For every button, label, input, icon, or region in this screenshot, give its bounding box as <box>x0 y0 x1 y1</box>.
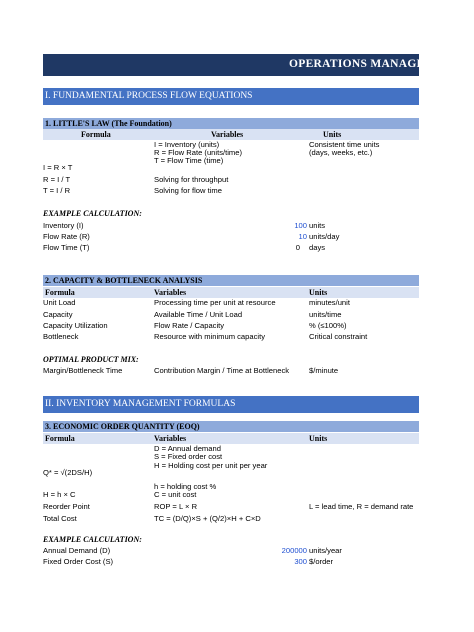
var-inventory: I = Inventory (units) <box>154 140 220 149</box>
capacity-formula: Capacity <box>43 310 73 319</box>
eoq-table-header <box>43 433 419 444</box>
desc-t: Solving for flow time <box>154 186 222 195</box>
col-variables: Variables <box>211 130 244 139</box>
var-flow-rate: R = Flow Rate (units/time) <box>154 148 242 157</box>
col-units: Units <box>323 130 342 139</box>
col-units: Units <box>309 434 328 443</box>
capacity-table-header <box>43 287 419 298</box>
col-formula: Formula <box>81 130 111 139</box>
units-note-1: Consistent time units <box>309 140 380 149</box>
example-label: Fixed Order Cost (S) <box>43 557 114 566</box>
col-formula: Formula <box>45 434 75 443</box>
example-label: Annual Demand (D) <box>43 546 111 555</box>
example-value[interactable]: 10 <box>298 232 307 241</box>
section-header-inventory: II. INVENTORY MANAGEMENT FORMULAS <box>43 396 419 413</box>
desc-r: Solving for throughput <box>154 175 229 184</box>
eoq-var: H = Holding cost per unit per year <box>154 461 268 470</box>
col-formula: Formula <box>45 288 75 297</box>
capacity-formula: Bottleneck <box>43 332 79 341</box>
capacity-formula: Unit Load <box>43 298 76 307</box>
mix-variables: Contribution Margin / Time at Bottleneck <box>154 366 290 375</box>
formula-i: I = R × T <box>43 163 73 172</box>
littles-law-table-header <box>43 129 419 140</box>
example-value[interactable]: 100 <box>294 221 307 230</box>
eoq-var: C = unit cost <box>154 490 197 499</box>
subsection-littles-law: 1. LITTLE'S LAW (The Foundation) <box>43 118 419 129</box>
capacity-units: Critical constraint <box>309 332 368 341</box>
col-variables: Variables <box>154 434 187 443</box>
subsection-capacity: 2. CAPACITY & BOTTLENECK ANALYSIS <box>43 275 419 286</box>
example-unit: units/year <box>309 546 342 555</box>
capacity-variables: Processing time per unit at resource <box>154 298 276 307</box>
eoq-var: h = holding cost % <box>154 482 217 491</box>
example-value[interactable]: 0 <box>295 243 300 252</box>
example-unit: units/day <box>309 232 340 241</box>
capacity-units: minutes/unit <box>309 298 350 307</box>
capacity-variables: Flow Rate / Capacity <box>154 321 225 330</box>
units-note-2: (days, weeks, etc.) <box>309 148 373 157</box>
example-title-eoq: EXAMPLE CALCULATION: <box>43 535 142 544</box>
mix-units: $/minute <box>309 366 339 375</box>
section-header-process-flow: I. FUNDAMENTAL PROCESS FLOW EQUATIONS <box>43 88 419 105</box>
page-title: OPERATIONS MANAGE <box>289 58 425 70</box>
subsection-eoq: 3. ECONOMIC ORDER QUANTITY (EOQ) <box>43 421 419 432</box>
example-value[interactable]: 300 <box>294 557 307 566</box>
example-label: Flow Time (T) <box>43 243 90 252</box>
example-label: Flow Rate (R) <box>43 232 90 241</box>
eoq-var: D = Annual demand <box>154 444 221 453</box>
example-unit: units <box>309 221 326 230</box>
capacity-units: units/time <box>309 310 342 319</box>
total-cost-formula: TC = (D/Q)×S + (Q/2)×H + C×D <box>154 514 261 523</box>
example-value[interactable]: 200000 <box>281 546 307 555</box>
reorder-point-units: L = lead time, R = demand rate <box>309 502 414 511</box>
capacity-variables: Resource with minimum capacity <box>154 332 265 341</box>
col-units: Units <box>309 288 328 297</box>
reorder-point-formula: ROP = L × R <box>154 502 198 511</box>
total-cost-label: Total Cost <box>43 514 77 523</box>
mix-formula: Margin/Bottleneck Time <box>43 366 123 375</box>
formula-t: T = I / R <box>43 186 71 195</box>
col-variables: Variables <box>154 288 187 297</box>
formula-r: R = I / T <box>43 175 71 184</box>
capacity-formula: Capacity Utilization <box>43 321 108 330</box>
eoq-formula: Q* = √(2DS/H) <box>43 468 93 477</box>
example-label: Inventory (I) <box>43 221 84 230</box>
var-flow-time: T = Flow Time (time) <box>154 156 224 165</box>
eoq-var: S = Fixed order cost <box>154 452 223 461</box>
reorder-point-label: Reorder Point <box>43 502 90 511</box>
optimal-mix-title: OPTIMAL PRODUCT MIX: <box>43 355 139 364</box>
holding-cost-formula: H = h × C <box>43 490 76 499</box>
example-unit: $/order <box>309 557 334 566</box>
example-title-littles: EXAMPLE CALCULATION: <box>43 209 142 218</box>
capacity-units: % (≤100%) <box>309 321 347 330</box>
example-unit: days <box>309 243 326 252</box>
capacity-variables: Available Time / Unit Load <box>154 310 243 319</box>
